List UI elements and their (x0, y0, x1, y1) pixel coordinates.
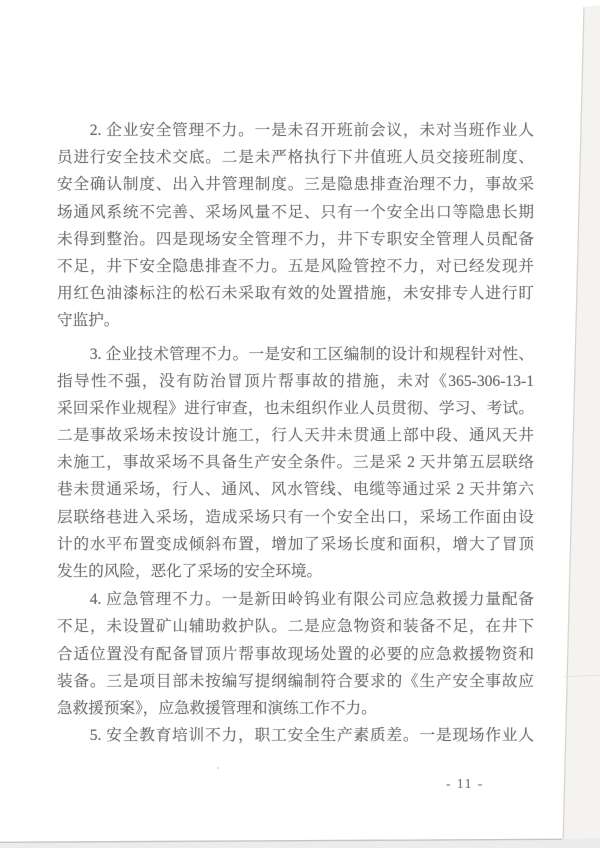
paragraph-2-enterprise-safety-management (57, 117, 534, 335)
scanner-background-bottom (0, 838, 600, 848)
text-line: 二是事故采场未按设计施工，行人天井未贯通上部中段、通风天井 (57, 427, 534, 445)
text-line: 巷未贯通采场，行人、通风、风水管线、电缆等通过采 2 天井第六 (57, 481, 534, 499)
text-line: 3. 企业技术管理不力。一是安和工区编制的设计和规程针对性、 (89, 345, 534, 363)
text-line: 采回采作业规程》进行审查，也未组织作业人员贯彻、学习、考试。 (57, 399, 534, 417)
text-line: 装备。三是项目部未按编写提纲编制符合要求的《生产安全事故应 (57, 672, 534, 690)
text-line: 2. 企业安全管理不力。一是未召开班前会议，未对当班作业人 (89, 122, 534, 139)
text-line: 场通风系统不完善、采场风量不足、只有一个安全出口等隐患长期 (57, 203, 534, 221)
text-line: 合适位置没有配备冒顶片帮事故现场处置的必要的应急救援物资和 (57, 645, 534, 663)
text-line: 员进行安全技术交底。二是未严格执行下井值班人员交接班制度、 (57, 149, 534, 167)
paragraph-4-emergency-management (57, 586, 534, 722)
text-line: 急救援预案》，应急救援管理和演练工作不力。 (57, 699, 377, 717)
scan-speck (217, 767, 219, 769)
text-line: 守监护。 (57, 312, 120, 330)
text-line: 用红色油漆标注的松石未采取有效的处置措施，未安排专人进行盯 (57, 285, 534, 303)
text-line: 计的水平布置变成倾斜布置，增加了采场长度和面积，增大了冒顶 (57, 535, 534, 553)
text-line: 安全确认制度、出入井管理制度。三是隐患排查治理不力，事故采 (57, 176, 534, 194)
paragraph-3-enterprise-technical-management (57, 341, 534, 586)
paragraph-5-safety-education-training (57, 722, 534, 749)
text-line: 未得到整治。四是现场安全管理不力，井下专职安全管理人员配备 (57, 230, 534, 248)
text-line: 指导性不强，没有防治冒顶片帮事故的措施，未对《365-306-13-1 (57, 372, 534, 390)
scan-artifact-line (564, 675, 600, 677)
text-line: 不足，未设置矿山辅助救护队。二是应急物资和装备不足，在井下 (57, 618, 534, 636)
document-body (57, 117, 534, 749)
scanner-background-right (563, 5, 600, 848)
text-line: 4. 应急管理不力。一是新田岭钨业有限公司应急救援力量配备 (89, 591, 534, 609)
text-line: 发生的风险，恶化了采场的安全环境。 (57, 563, 323, 580)
text-line: 未施工，事故采场不具备生产安全条件。三是采 2 天井第五层联络 (57, 454, 534, 472)
text-line: 5. 安全教育培训不力，职工安全生产素质差。一是现场作业人 (89, 727, 534, 745)
text-line: 不足，井下安全隐患排查不力。五是风险管控不力，对已经发现并 (57, 257, 534, 275)
page-number: - 11 - (446, 776, 484, 791)
text-line: 层联络巷进入采场，造成采场只有一个安全出口，采场工作面由设 (57, 508, 534, 526)
page-edge-right (563, 7, 584, 845)
page-edge-bottom (0, 839, 562, 842)
